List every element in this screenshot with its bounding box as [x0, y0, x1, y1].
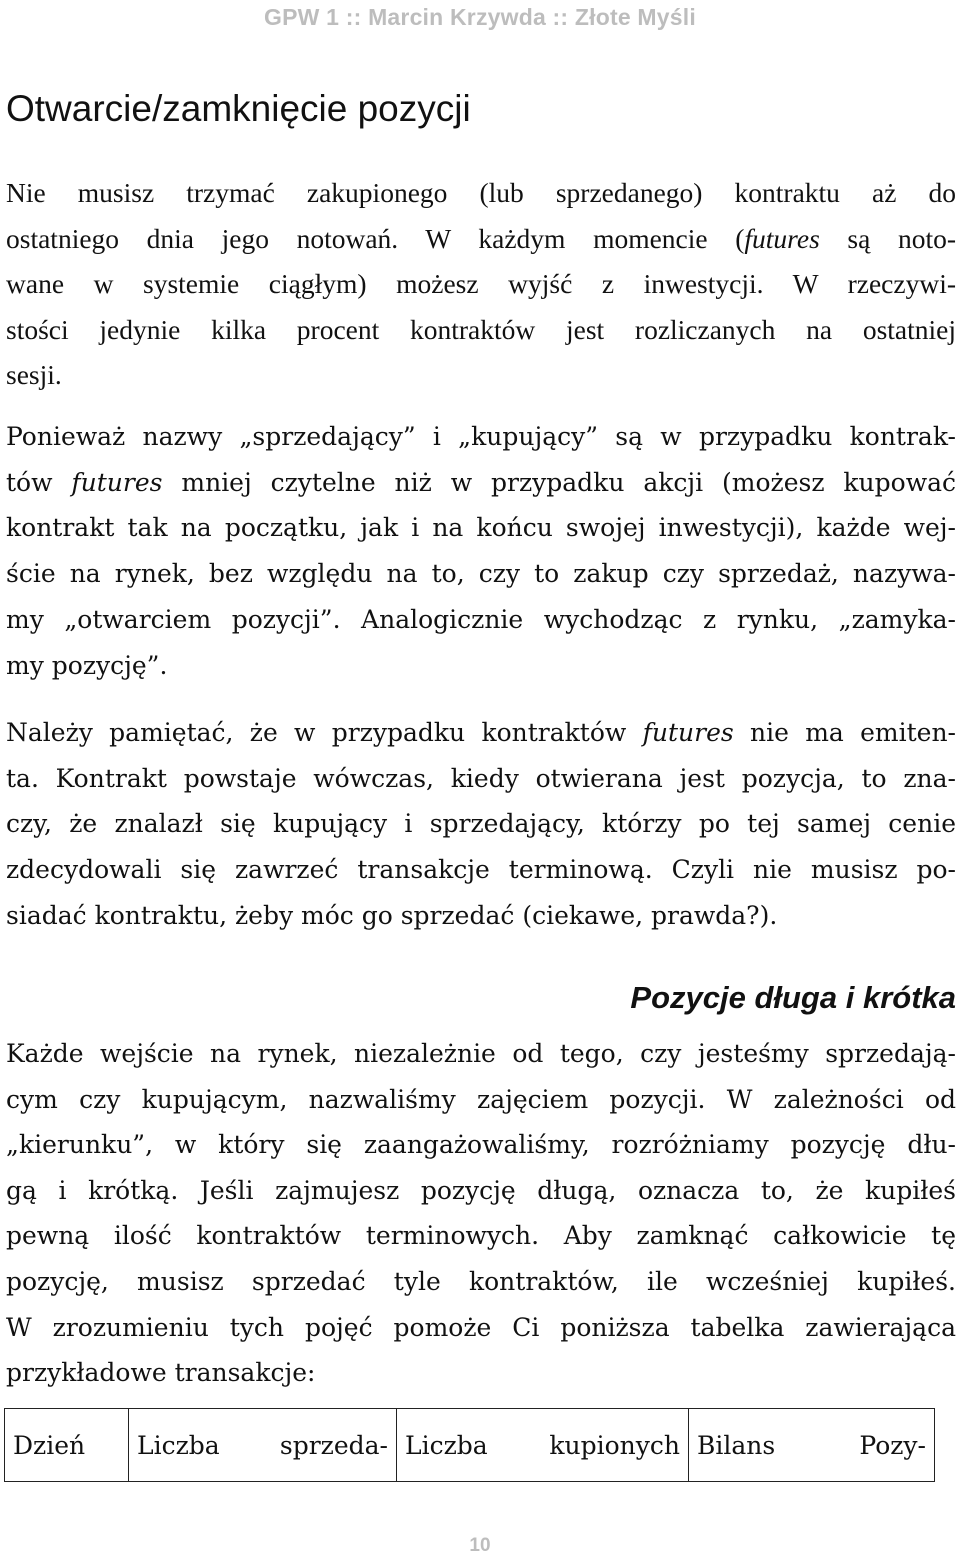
page-number: 10 — [469, 1535, 491, 1556]
table-header-cell: Dzień — [5, 1409, 129, 1482]
table-header-cell: Bilans Pozy- — [689, 1409, 935, 1482]
text-line: W zrozumieniu tych pojęć pomoże Ci poniższa tabelka zawierająca — [6, 1312, 956, 1342]
transactions-table — [4, 1408, 935, 1482]
table-header-row — [5, 1409, 935, 1482]
text-line: zdecydowali się zawrzeć transakcje terminową. Czyli nie musisz po- — [6, 855, 956, 885]
text-line — [6, 216, 956, 262]
text-run: są noto- — [819, 222, 956, 254]
text-line: wane w systemie ciągłym) możesz wyjść z inwestycji. W rzeczywi- — [6, 268, 956, 299]
text-run: nie ma emiten- — [733, 718, 956, 747]
text-line: my „otwarciem pozycji”. Analogicznie wychodząc z rynku, „zamyka- — [6, 604, 956, 634]
text-line: przykładowe transakcje: — [6, 1358, 316, 1388]
text-line: pewną ilość kontraktów terminowych. Aby zamknąć całkowicie tę — [6, 1221, 956, 1251]
paragraph-open-close-2 — [6, 414, 956, 688]
text-line: pozycję, musisz sprzedać tyle kontraktów, ile wcześniej kupiłeś. — [6, 1266, 956, 1296]
text-line: kontrakt tak na początku, jak i na końcu swojej inwestycji), każde wej- — [6, 513, 956, 543]
table-header-cell: Liczba sprzeda- — [129, 1409, 397, 1482]
futures-term: futures — [642, 718, 734, 747]
text-run: ostatniego dnia jego notowań. W każdym momencie ( — [6, 222, 745, 254]
text-line: Każde wejście na rynek, niezależnie od tego, czy jesteśmy sprzedają- — [6, 1039, 956, 1068]
text-line: ta. Kontrakt powstaje wówczas, kiedy otwierana jest pozycja, to zna- — [6, 763, 956, 793]
text-line: my pozycję”. — [6, 650, 168, 680]
text-line — [6, 710, 956, 756]
futures-term: futures — [71, 467, 163, 497]
text-line: gą i krótką. Jeśli zajmujesz pozycję długą, oznacza to, że kupiłeś — [6, 1175, 956, 1205]
text-line: sesji. — [6, 359, 62, 390]
text-run: Należy pamiętać, że w przypadku kontraktów — [6, 718, 643, 747]
paragraph-open-close-3 — [6, 710, 956, 939]
text-line: Ponieważ nazwy „sprzedający” i „kupujący” są w przypadku kontrak- — [6, 422, 956, 451]
paragraph-open-close-1 — [6, 170, 956, 398]
text-line: czy, że znalazł się kupujący i sprzedający, którzy po tej samej cenie — [6, 809, 956, 839]
running-header: GPW 1 :: Marcin Krzywda :: Złote Myśli — [264, 4, 696, 30]
text-run: mniej czytelne niż w przypadku akcji (możesz kupować — [162, 467, 957, 497]
table-header-cell: Liczba kupionych — [397, 1409, 689, 1482]
text-run: tów — [6, 467, 72, 497]
futures-term: futures — [744, 222, 820, 254]
paragraph-long-short — [6, 1031, 956, 1396]
section-title-open-close: Otwarcie/zamknięcie pozycji — [6, 88, 471, 129]
text-line: cym czy kupującym, nazwaliśmy zajęciem pozycji. W zależności od — [6, 1084, 956, 1114]
text-line — [6, 460, 956, 506]
text-line: ście na rynek, bez względu na to, czy to zakup czy sprzedaż, nazywa- — [6, 559, 956, 589]
text-line: „kierunku”, w który się zaangażowaliśmy, rozróżniamy pozycję dłu- — [6, 1130, 956, 1160]
text-line: siadać kontraktu, żeby móc go sprzedać (ciekawe, prawda?). — [6, 900, 778, 930]
text-line: stości jedynie kilka procent kontraktów jest rozliczanych na ostatniej — [6, 313, 956, 345]
section-title-long-short: Pozycje długa i krótka — [630, 980, 956, 1015]
text-line: Nie musisz trzymać zakupionego (lub sprzedanego) kontraktu aż do — [6, 177, 956, 208]
